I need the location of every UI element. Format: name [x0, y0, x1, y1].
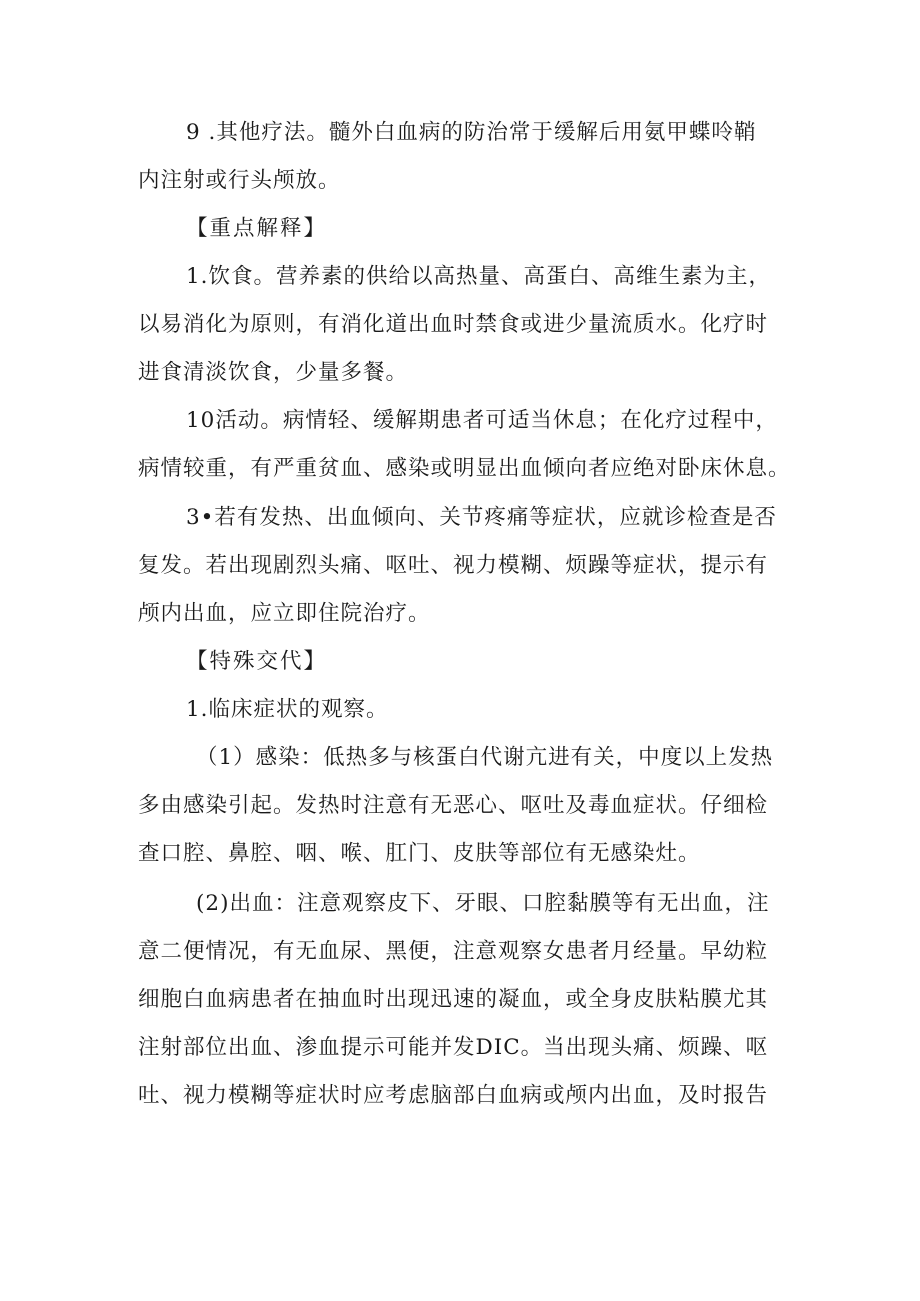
text-line: 意二便情况，有无血尿、黑便，注意观察女患者月经量。早幼粒	[138, 939, 769, 964]
section-heading: 【重点解释】	[186, 216, 328, 241]
text-line: 10活动。病情轻、缓解期患者可适当休息；在化疗过程中，	[186, 408, 778, 433]
text-line: 吐、视力模糊等症状时应考虑脑部白血病或颅内出血，及时报告	[138, 1083, 769, 1108]
text-line: 内注射或行头颅放。	[138, 168, 341, 193]
text-line: 1.饮食。营养素的供给以高热量、高蛋白、高维生素为主，	[186, 264, 772, 289]
text-line: 1.临床症状的观察。	[186, 697, 389, 722]
text-line: （1）感染：低热多与核蛋白代谢亢进有关，中度以上发热	[196, 745, 774, 770]
text-line: 以易消化为原则，有消化道出血时禁食或进少量流质水。化疗时	[138, 312, 769, 337]
section-heading: 【特殊交代】	[186, 649, 328, 674]
text-line: 病情较重，有严重贫血、感染或明显出血倾向者应绝对卧床休息。	[138, 456, 791, 481]
text-line: 3•若有发热、出血倾向、关节疼痛等症状，应就诊检查是否	[186, 505, 777, 530]
text-line: 注射部位出血、渗血提示可能并发DIC。当出现头痛、烦躁、呕	[138, 1035, 769, 1060]
text-line: 9 .其他疗法。髓外白血病的防治常于缓解后用氨甲蝶呤鞘	[186, 120, 757, 145]
text-line: 进食清淡饮食，少量多餐。	[138, 360, 409, 385]
text-line: (2)出血：注意观察皮下、牙眼、口腔黏膜等有无出血，注	[196, 891, 770, 916]
text-line: 查口腔、鼻腔、咽、喉、肛门、皮肤等部位有无感染灶。	[138, 841, 701, 866]
text-line: 复发。若出现剧烈头痛、呕吐、视力模糊、烦躁等症状，提示有	[138, 553, 769, 578]
text-line: 多由感染引起。发热时注意有无恶心、呕吐及毒血症状。仔细检	[138, 793, 769, 818]
text-line: 细胞白血病患者在抽血时出现迅速的凝血，或全身皮肤粘膜尤其	[138, 987, 769, 1012]
text-line: 颅内出血，应立即住院治疗。	[138, 601, 431, 626]
